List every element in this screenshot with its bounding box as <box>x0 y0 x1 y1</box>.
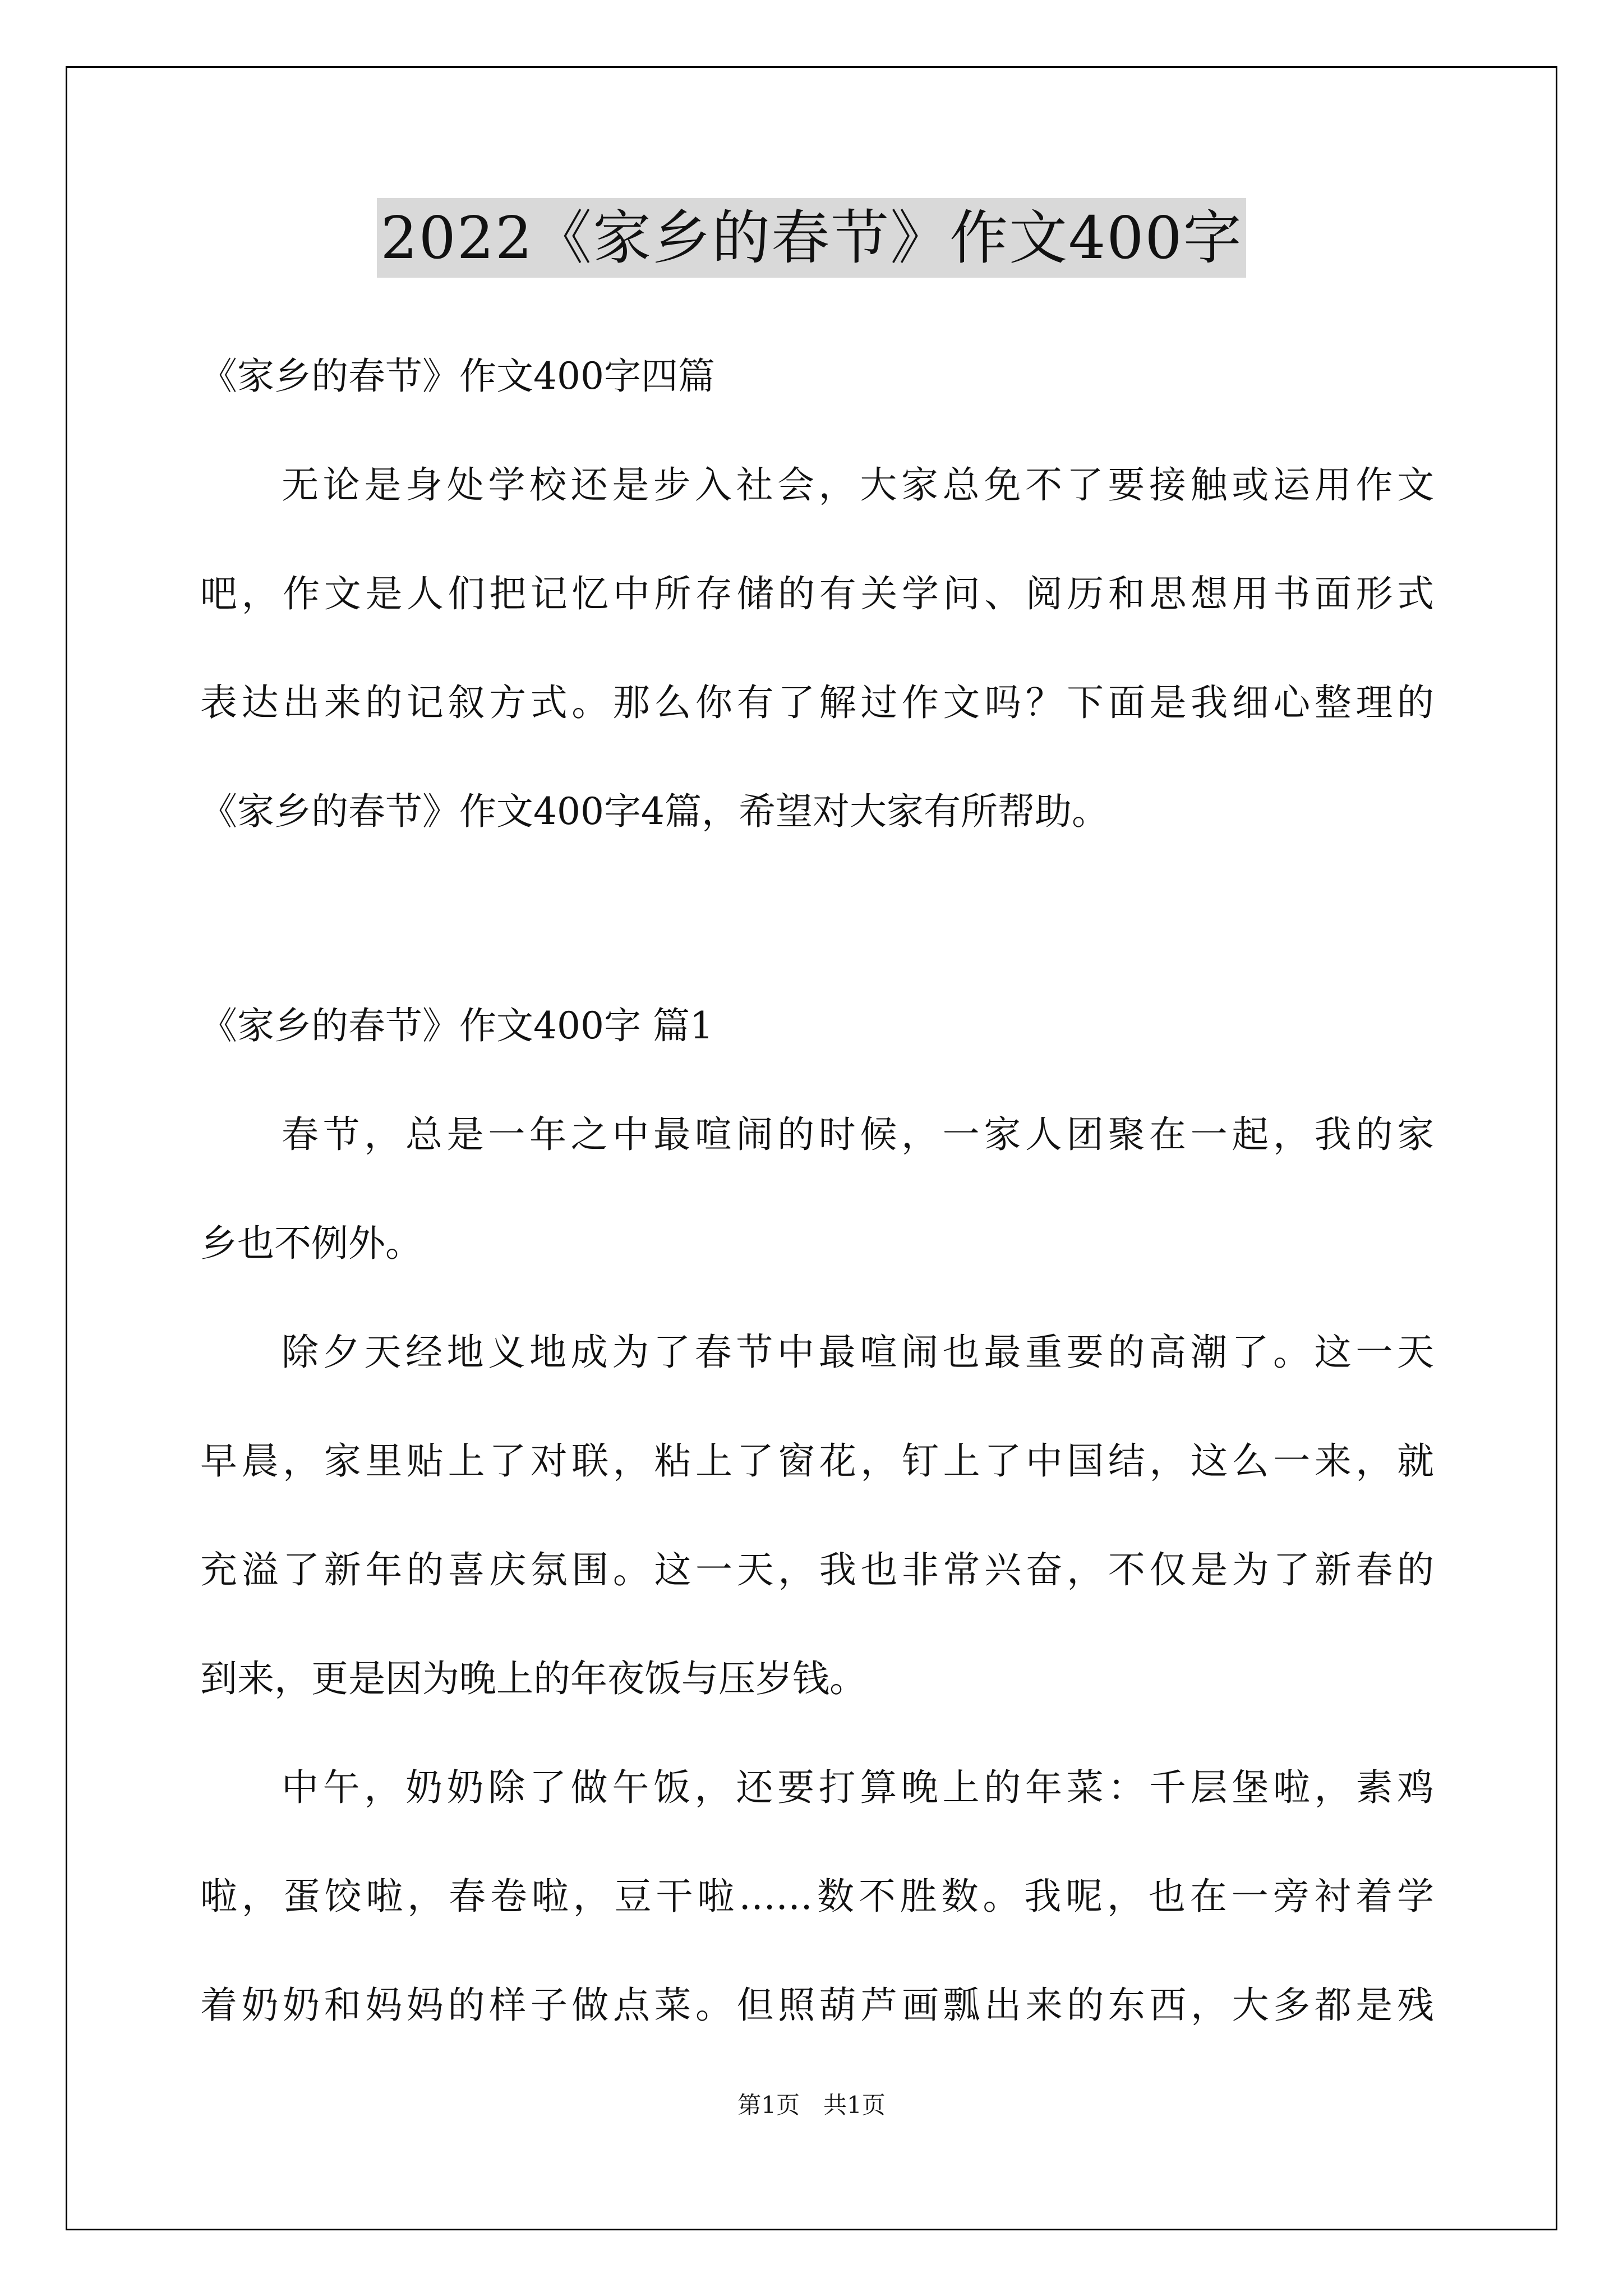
document-title: 2022《家乡的春节》作文400字 <box>377 198 1246 278</box>
title-container <box>0 198 1623 278</box>
para1-line-2: 乡也不例外。 <box>200 1222 422 1265</box>
document-subtitle: 《家乡的春节》作文400字四篇 <box>200 355 715 398</box>
intro-line-2: 吧，作文是人们把记忆中所存储的有关学问、阅历和思想用书面形式 <box>200 572 1434 615</box>
intro-line-1: 无论是身处学校还是步入社会，大家总免不了要接触或运用作文 <box>282 463 1434 507</box>
para2-line-1: 除夕天经地义地成为了春节中最喧闹也最重要的高潮了。这一天 <box>282 1331 1434 1374</box>
para3-line-1: 中午，奶奶除了做午饭，还要打算晚上的年菜：千层堡啦，素鸡 <box>282 1766 1434 1809</box>
intro-line-4: 《家乡的春节》作文400字4篇，希望对大家有所帮助。 <box>200 790 1109 833</box>
intro-line-3: 表达出来的记叙方式。那么你有了解过作文吗？下面是我细心整理的 <box>200 681 1434 724</box>
section-heading: 《家乡的春节》作文400字 篇1 <box>200 1004 713 1047</box>
para3-line-2: 啦，蛋饺啦，春卷啦，豆干啦……数不胜数。我呢，也在一旁衬着学 <box>200 1875 1434 1918</box>
para1-line-1: 春节，总是一年之中最喧闹的时候，一家人团聚在一起，我的家 <box>282 1113 1434 1156</box>
para3-line-3: 着奶奶和妈妈的样子做点菜。但照葫芦画瓢出来的东西，大多都是残 <box>200 1984 1434 2027</box>
para2-line-3: 充溢了新年的喜庆氛围。这一天，我也非常兴奋，不仅是为了新春的 <box>200 1548 1434 1591</box>
para2-line-4: 到来，更是因为晚上的年夜饭与压岁钱。 <box>200 1657 866 1700</box>
para2-line-2: 早晨，家里贴上了对联，粘上了窗花，钉上了中国结，这么一来，就 <box>200 1439 1434 1483</box>
page-footer: 第1页 共1页 <box>737 2091 886 2119</box>
